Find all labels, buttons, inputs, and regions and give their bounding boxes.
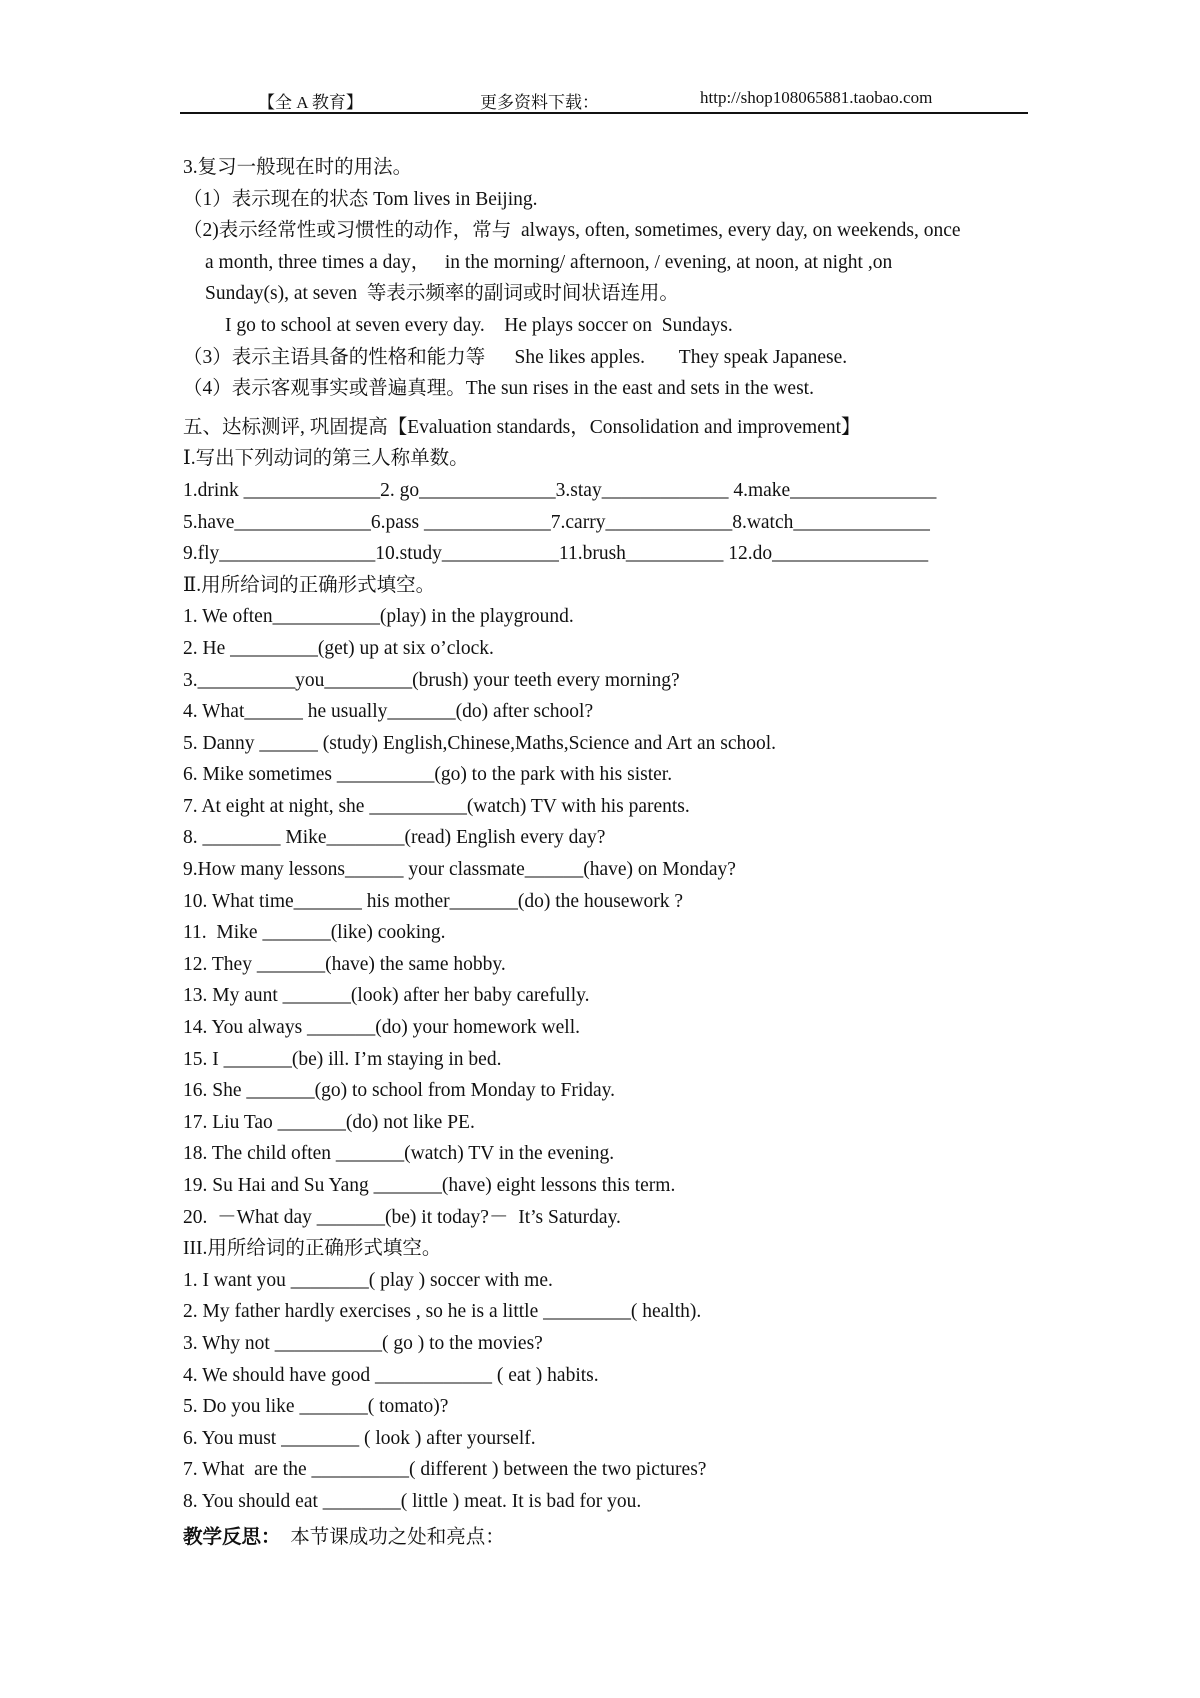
grammar-point-4: （4）表示客观事实或普遍真理。The sun rises in the east and sets in the west. <box>183 378 814 400</box>
verb-row: 9.fly________________10.study____________11.brush__________ 12.do________________ <box>183 543 929 565</box>
exercise-item: 8. ________ Mike________(read) English every day? <box>183 827 606 849</box>
header-brand: 【全 A 教育】 <box>258 93 363 112</box>
exercise-item: 2. My father hardly exercises , so he is a little _________( health). <box>183 1301 702 1323</box>
exercise-item: 18. The child often _______(watch) TV in the evening. <box>183 1143 615 1165</box>
exercise-item: 11. Mike _______(like) cooking. <box>183 922 446 944</box>
exercise-item: 7. What are the __________( different ) between the two pictures? <box>183 1459 707 1481</box>
exercise-item: 15. I _______(be) ill. I’m staying in bed. <box>183 1048 502 1070</box>
grammar-point-3: （3）表示主语具备的性格和能力等 She likes apples. They speak Japanese. <box>183 346 848 368</box>
exercise-item: 19. Su Hai and Su Yang _______(have) eight lessons this term. <box>183 1175 676 1196</box>
exercise-item: 4. What______ he usually_______(do) after school? <box>183 701 594 723</box>
exercise-item: 5. Do you like _______( tomato)? <box>183 1396 449 1418</box>
exercise-item: 2. He _________(get) up at six o’clock. <box>183 637 494 659</box>
reflection-label: 教学反思： <box>183 1526 281 1548</box>
exercise-item: 1. I want you ________( play ) soccer with me. <box>183 1269 553 1291</box>
header-url: http://shop108065881.taobao.com <box>700 88 933 107</box>
exercise-item: 3. Why not ___________( go ) to the movies? <box>183 1332 543 1354</box>
grammar-example: I go to school at seven every day. He plays soccer on Sundays. <box>225 314 733 336</box>
header-more-resources: 更多资料下载： <box>480 93 599 112</box>
part-3-list <box>183 1265 1043 1518</box>
part-3-title: III.用所给词的正确形式填空。 <box>183 1238 442 1260</box>
teaching-reflection <box>183 1522 1043 1554</box>
part-2-list <box>183 601 1043 1233</box>
section-5-title: 五、达标测评, 巩固提高【Evaluation standards，Consolidation and improvement】 <box>183 416 861 438</box>
part-1-title: Ⅰ.写出下列动词的第三人称单数。 <box>183 448 469 470</box>
grammar-point-2-cont: a month, three times a day， in the morning/ afternoon, / evening, at noon, at night ,on <box>205 251 893 273</box>
page-header <box>180 86 1028 114</box>
exercise-item: 12. They _______(have) the same hobby. <box>183 953 506 975</box>
verb-row: 1.drink ______________2. go______________3.stay_____________ 4.make_______________ <box>183 479 937 501</box>
exercise-item: 17. Liu Tao _______(do) not like PE. <box>183 1111 475 1133</box>
exercise-item: 6. Mike sometimes __________(go) to the park with his sister. <box>183 764 673 786</box>
exercise-item: 9.How many lessons______ your classmate______(have) on Monday? <box>183 859 736 881</box>
reflection-text: 本节课成功之处和亮点： <box>280 1526 505 1548</box>
exercise-item: 4. We should have good ____________ ( eat ) habits. <box>183 1364 599 1386</box>
exercise-item: 8. You should eat ________( little ) meat. It is bad for you. <box>183 1490 642 1512</box>
worksheet-content <box>183 152 1043 1553</box>
part-1-list <box>183 475 1043 570</box>
exercise-item: 20. －What day _______(be) it today?－ It’s Saturday. <box>183 1206 621 1228</box>
grammar-point-1: （1）表示现在的状态 Tom lives in Beijing. <box>183 188 538 210</box>
part-2-title: Ⅱ.用所给词的正确形式填空。 <box>183 574 436 596</box>
exercise-item: 6. You must ________ ( look ) after yourself. <box>183 1427 536 1449</box>
grammar-point-2: （2)表示经常性或习惯性的动作，常与 always, often, sometimes, every day, on weekends, once <box>183 220 961 242</box>
exercise-item: 5. Danny ______ (study) English,Chinese,Maths,Science and Art an school. <box>183 732 777 754</box>
exercise-item: 13. My aunt _______(look) after her baby carefully. <box>183 985 590 1007</box>
exercise-item: 7. At eight at night, she __________(watch) TV with his parents. <box>183 795 690 817</box>
exercise-item: 10. What time_______ his mother_______(do) the housework ? <box>183 890 684 912</box>
grammar-point-2-cont: Sunday(s), at seven 等表示频率的副词或时间状语连用。 <box>205 283 679 305</box>
grammar-title: 3.复习一般现在时的用法。 <box>183 157 413 178</box>
exercise-item: 14. You always _______(do) your homework well. <box>183 1017 581 1039</box>
exercise-item: 1. We often___________(play) in the playground. <box>183 606 574 628</box>
exercise-item: 3.__________you_________(brush) your teeth every morning? <box>183 669 680 691</box>
verb-row: 5.have______________6.pass _____________7.carry_____________8.watch______________ <box>183 511 930 533</box>
exercise-item: 16. She _______(go) to school from Monday to Friday. <box>183 1080 616 1102</box>
